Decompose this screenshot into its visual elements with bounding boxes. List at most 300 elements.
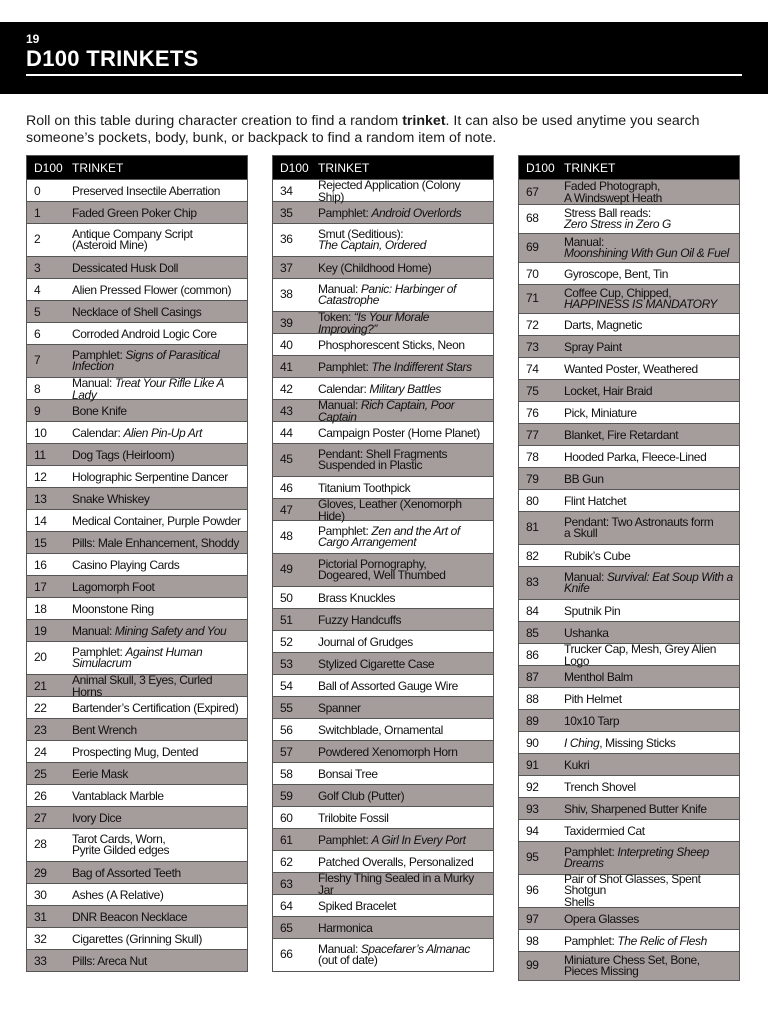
trinket-name (71, 471, 247, 483)
roll-number: 81 (526, 520, 539, 535)
trinket-prefix: Manual: (564, 569, 607, 584)
trinket-text: Golf Club (Putter) (318, 788, 405, 803)
table-row (519, 841, 739, 874)
page-header (0, 22, 768, 94)
table-header (27, 156, 247, 179)
trinket-text: Trench Shovel (564, 779, 636, 794)
trinket-name (317, 724, 493, 736)
table-row (519, 775, 739, 797)
table-row (273, 397, 493, 424)
trinket-name (563, 268, 739, 280)
roll-number: 2 (34, 232, 41, 247)
trinket-text: Medical Container, Purple Powder (72, 513, 241, 528)
table-row (519, 665, 739, 687)
trinket-text: Gloves, Leather (Xenomorph Hide) (318, 496, 462, 523)
trinket-name (317, 768, 493, 780)
roll-number: 11 (34, 447, 46, 462)
trinket-text: Bartender’s Certification (Expired) (72, 700, 239, 715)
trinket-name (563, 643, 739, 667)
roll-number: 44 (280, 425, 293, 440)
roll-number: 37 (280, 260, 293, 275)
table-row (273, 916, 493, 938)
trinket-name (563, 605, 739, 617)
trinket-title-italic: I Ching (564, 735, 600, 750)
table-row (27, 672, 247, 699)
roll-number: 98 (526, 933, 539, 948)
trinket-name (71, 405, 247, 417)
table-row (519, 511, 739, 544)
table-row (27, 223, 247, 256)
roll-number: 72 (526, 317, 539, 332)
table-row (273, 476, 493, 498)
trinket-text: Spanner (318, 700, 361, 715)
table-row (519, 445, 739, 467)
table-row (519, 284, 739, 313)
header-trinket: TRINKET (318, 160, 370, 175)
trinket-prefix: Calendar: (318, 381, 370, 396)
trinket-name (71, 889, 247, 901)
trinket-text: Pith Helmet (564, 691, 622, 706)
table-row (27, 256, 247, 278)
trinket-line: Coffee Cup, Chipped, (564, 285, 672, 300)
trinket-name (71, 724, 247, 736)
trinket-name (71, 185, 247, 197)
roll-number: 36 (280, 232, 293, 247)
table-row (27, 487, 247, 509)
trinket-prefix: Manual: (318, 281, 361, 296)
table-row (273, 894, 493, 916)
roll-number: 77 (526, 427, 539, 442)
roll-number: 17 (34, 579, 47, 594)
trinket-text: Spiked Bracelet (318, 898, 397, 913)
trinket-text: Powdered Xenomorph Horn (318, 744, 458, 759)
intro-text-end: . It can also be used anytime you search someone’s pockets, body, bunk, or backpack to find a random item of note. (26, 113, 700, 146)
trinket-name (563, 913, 739, 925)
roll-number: 63 (280, 876, 293, 891)
trinket-text: Harmonica (318, 920, 373, 935)
table-row (519, 709, 739, 731)
trinket-name (563, 871, 739, 909)
table-row (273, 696, 493, 718)
roll-number: 51 (280, 612, 293, 627)
roll-number: 41 (280, 359, 293, 374)
trinket-name (71, 427, 247, 439)
trinket-text: Snake Whiskey (72, 491, 150, 506)
table-row (273, 718, 493, 740)
roll-number: 75 (526, 383, 539, 398)
table-row (273, 256, 493, 278)
table-row (519, 262, 739, 284)
trinket-name (71, 284, 247, 296)
table-row (273, 870, 493, 897)
roll-number: 80 (526, 493, 539, 508)
table-row (519, 731, 739, 753)
trinket-text: Alien Pressed Flower (common) (72, 282, 232, 297)
roll-number: 22 (34, 700, 47, 715)
roll-number: 18 (34, 601, 47, 616)
trinket-text: Ivory Dice (72, 810, 122, 825)
trinket-text: Flint Hatchet (564, 493, 627, 508)
table-row (273, 223, 493, 256)
trinket-name (317, 856, 493, 868)
table-row (273, 553, 493, 586)
table-row (273, 784, 493, 806)
roll-number: 21 (34, 678, 47, 693)
trinket-line-italic: HAPPINESS IS MANDATORY (564, 297, 718, 311)
trinket-text: Campaign Poster (Home Planet) (318, 425, 480, 440)
table-row (519, 357, 739, 379)
trinket-name (71, 933, 247, 945)
trinket-line: Pieces Missing (564, 964, 639, 978)
table-row (273, 608, 493, 630)
trinket-text: Kukri (564, 757, 590, 772)
roll-number: 85 (526, 625, 539, 640)
trinket-name (317, 339, 493, 351)
trinket-line: a Skull (564, 526, 598, 540)
trinket-name (563, 935, 739, 947)
table-row (27, 718, 247, 740)
trinket-name (71, 867, 247, 879)
trinket-name (563, 803, 739, 815)
trinket-name (317, 523, 493, 549)
roll-number: 84 (526, 603, 539, 618)
roll-number: 48 (280, 529, 293, 544)
roll-number: 60 (280, 810, 293, 825)
table-row (273, 355, 493, 377)
trinket-name (71, 347, 247, 373)
table-row (519, 621, 739, 643)
trinket-title-italic: Alien Pin-Up Art (123, 425, 202, 440)
table-row (519, 423, 739, 445)
roll-number: 46 (280, 480, 293, 495)
table-row (27, 597, 247, 619)
trinket-line-italic: The Captain, Ordered (318, 238, 427, 252)
roll-number: 13 (34, 491, 47, 506)
roll-number: 83 (526, 575, 539, 590)
table-row (273, 674, 493, 696)
trinket-name (317, 636, 493, 648)
trinket-text: Trucker Cap, Mesh, Grey Alien Logo (564, 641, 717, 668)
trinket-text: Faded Green Poker Chip (72, 205, 197, 220)
table-row (273, 377, 493, 399)
header-d100: D100 (34, 160, 63, 175)
trinket-text: Locket, Hair Braid (564, 383, 653, 398)
roll-number: 30 (34, 887, 47, 902)
trinket-name (563, 495, 739, 507)
table-header (273, 156, 493, 179)
trinket-prefix: Token: (318, 309, 354, 324)
trinket-line: Shells (564, 894, 595, 909)
trinket-name (563, 550, 739, 562)
trinket-prefix: Pamphlet: (72, 347, 126, 362)
table-row (519, 379, 739, 401)
roll-number: 31 (34, 909, 47, 924)
roll-number: 79 (526, 471, 539, 486)
table-row (27, 399, 247, 421)
trinket-suffix: (out of date) (318, 953, 378, 967)
intro-keyword: trinket (402, 113, 446, 129)
trinket-text: Sputnik Pin (564, 603, 621, 618)
trinket-name (317, 446, 493, 472)
trinket-text: Corroded Android Logic Core (72, 326, 217, 341)
table-row (273, 309, 493, 336)
trinket-name (317, 900, 493, 912)
roll-number: 59 (280, 788, 293, 803)
table-row (519, 233, 739, 262)
trinket-name (317, 311, 493, 335)
trinket-line: Pendant: Two Astronauts form (564, 514, 714, 529)
trinket-text: Gyroscope, Bent, Tin (564, 266, 669, 281)
table-row (27, 465, 247, 487)
roll-number: 87 (526, 669, 539, 684)
roll-number: 89 (526, 713, 539, 728)
trinket-name (317, 262, 493, 274)
table-row (27, 531, 247, 553)
header-d100: D100 (280, 160, 309, 175)
trinket-text: Bone Knife (72, 403, 127, 418)
trinket-text: Dog Tags (Heirloom) (72, 447, 175, 462)
roll-number: 29 (34, 865, 47, 880)
trinket-text: Opera Glasses (564, 911, 639, 926)
table-row (27, 278, 247, 300)
table-row (27, 740, 247, 762)
trinket-name (563, 844, 739, 870)
table-row (519, 204, 739, 233)
table-row (27, 641, 247, 674)
header-trinket: TRINKET (564, 160, 616, 175)
table-header (519, 156, 739, 179)
trinket-line: Faded Photograph, (564, 179, 660, 193)
trinket-name (317, 702, 493, 714)
roll-number: 86 (526, 647, 539, 662)
table-row (519, 907, 739, 929)
trinket-text: Necklace of Shell Casings (72, 304, 202, 319)
trinket-line: Antique Company Script (72, 226, 193, 241)
roll-number: 95 (526, 850, 539, 865)
trinket-prefix: Pamphlet: (318, 359, 372, 374)
page-number: 19 (26, 32, 40, 46)
trinket-text: Bent Wrench (72, 722, 137, 737)
trinket-name (71, 674, 247, 698)
trinket-line: A Windswept Heath (564, 191, 662, 205)
table-row (273, 762, 493, 784)
trinket-name (317, 834, 493, 846)
roll-number: 27 (34, 810, 47, 825)
roll-number: 61 (280, 832, 293, 847)
trinket-text: Darts, Magnetic (564, 317, 643, 332)
trinket-prefix: Manual: (318, 397, 361, 412)
roll-number: 96 (526, 883, 539, 898)
intro-text-start: Roll on this table during character creation to find a random (26, 113, 403, 129)
table-row (273, 740, 493, 762)
trinket-text: Stylized Cigarette Case (318, 656, 435, 671)
table-row (273, 443, 493, 476)
trinket-name (71, 790, 247, 802)
trinket-text: Brass Knuckles (318, 590, 396, 605)
roll-number: 10 (34, 425, 47, 440)
table-row (273, 421, 493, 443)
roll-number: 64 (280, 898, 293, 913)
trinket-line: (Asteroid Mine) (72, 238, 148, 252)
trinket-name (71, 306, 247, 318)
trinket-text: Rubik’s Cube (564, 548, 631, 563)
trinket-name (317, 556, 493, 582)
trinket-line: Pyrite Gilded edges (72, 843, 170, 857)
trinket-name (71, 449, 247, 461)
table-row (519, 951, 739, 980)
table-row (273, 630, 493, 652)
intro-paragraph (26, 113, 746, 147)
trinket-name (71, 328, 247, 340)
roll-number: 54 (280, 678, 293, 693)
roll-number: 12 (34, 469, 47, 484)
roll-number: 82 (526, 548, 539, 563)
trinket-name (317, 941, 493, 967)
trinket-title-italic: Interpreting Sheep Dreams (564, 844, 709, 870)
trinket-text: Dessicated Husk Doll (72, 260, 179, 275)
trinket-line: Smut (Seditious): (318, 226, 404, 241)
trinket-text: Bag of Assorted Teeth (72, 865, 181, 880)
roll-number: 92 (526, 779, 539, 794)
trinket-title-italic: Mining Safety and You (114, 623, 227, 638)
roll-number: 5 (34, 304, 41, 319)
roll-number: 25 (34, 766, 47, 781)
trinket-name (317, 482, 493, 494)
trinket-name (71, 603, 247, 615)
trinket-name (71, 955, 247, 967)
roll-number: 76 (526, 405, 539, 420)
trinket-name (563, 781, 739, 793)
trinket-table-col-2 (272, 155, 494, 972)
trinket-name (563, 341, 739, 353)
trinket-text: Lagomorph Foot (72, 579, 155, 594)
trinket-name (563, 407, 739, 419)
table-row (519, 599, 739, 621)
trinket-name (563, 451, 739, 463)
trinket-name (317, 399, 493, 423)
table-row (27, 828, 247, 861)
trinket-text: Shiv, Sharpened Butter Knife (564, 801, 707, 816)
roll-number: 33 (34, 953, 47, 968)
trinket-text: Casino Playing Cards (72, 557, 180, 572)
trinket-prefix: Manual: (318, 941, 361, 956)
trinket-name (563, 285, 739, 311)
trinket-title-italic: Spacefarer’s Almanac (360, 941, 470, 956)
trinket-prefix: Pamphlet: (564, 933, 618, 948)
table-row (273, 652, 493, 674)
roll-number: 74 (526, 361, 539, 376)
trinket-line: Miniature Chess Set, Bone, (564, 952, 700, 967)
roll-number: 40 (280, 337, 293, 352)
trinket-text: Pills: Male Enhancement, Shoddy (72, 535, 240, 550)
roll-number: 56 (280, 722, 293, 737)
trinket-name (563, 385, 739, 397)
table-row (519, 467, 739, 489)
table-row (519, 929, 739, 951)
roll-number: 14 (34, 513, 47, 528)
table-row (27, 619, 247, 641)
roll-number: 91 (526, 757, 539, 772)
trinket-prefix: Calendar: (72, 425, 124, 440)
trinket-name (563, 473, 739, 485)
trinket-name (317, 746, 493, 758)
trinket-table-col-3 (518, 155, 740, 981)
trinket-prefix: Pamphlet: (72, 644, 126, 659)
roll-number: 78 (526, 449, 539, 464)
table-row (27, 806, 247, 828)
roll-number: 88 (526, 691, 539, 706)
table-row (273, 938, 493, 971)
roll-number: 52 (280, 634, 293, 649)
trinket-title-italic: Panic: Harbinger of Catastrophe (318, 281, 456, 307)
trinket-name (563, 759, 739, 771)
trinket-name (563, 180, 739, 204)
trinket-name (71, 377, 247, 401)
trinket-name (563, 693, 739, 705)
roll-number: 28 (34, 837, 47, 852)
roll-number: 9 (34, 403, 41, 418)
trinket-name (71, 207, 247, 219)
trinket-name (563, 429, 739, 441)
trinket-name (563, 363, 739, 375)
table-row (27, 949, 247, 971)
trinket-name (71, 812, 247, 824)
roll-number: 7 (34, 353, 41, 368)
trinket-prefix: Manual: (72, 375, 115, 390)
trinket-name (563, 825, 739, 837)
table-row (27, 375, 247, 402)
trinket-title-italic: “Is Your Morale Improving?” (318, 309, 430, 336)
table-row (27, 696, 247, 718)
trinket-table-col-1 (26, 155, 248, 972)
roll-number: 1 (34, 205, 41, 220)
table-row (27, 905, 247, 927)
table-row (27, 762, 247, 784)
trinket-text: Pills: Areca Nut (72, 953, 147, 968)
trinket-name (317, 226, 493, 252)
trinket-name (317, 790, 493, 802)
trinket-line: Dogeared, Well Thumbed (318, 568, 446, 582)
roll-number: 65 (280, 920, 293, 935)
trinket-text: Wanted Poster, Weathered (564, 361, 698, 376)
table-row (519, 819, 739, 841)
trinket-name (563, 671, 739, 683)
roll-number: 35 (280, 205, 293, 220)
trinket-text: Key (Childhood Home) (318, 260, 432, 275)
trinket-line: Pictorial Pornography, (318, 556, 427, 571)
trinket-name (71, 768, 247, 780)
trinket-name (71, 581, 247, 593)
trinket-text: BB Gun (564, 471, 604, 486)
trinket-title-italic: Survival: Eat Soup With a Knife (564, 569, 733, 595)
table-row (273, 520, 493, 553)
trinket-line: Suspended in Plastic (318, 458, 423, 472)
trinket-name (71, 911, 247, 923)
trinket-text: Trilobite Fossil (318, 810, 389, 825)
trinket-title-italic: Signs of Parasitical Infection (72, 347, 220, 373)
table-row (519, 335, 739, 357)
trinket-name (317, 361, 493, 373)
roll-number: 24 (34, 744, 47, 759)
trinket-name (71, 702, 247, 714)
trinket-name (563, 627, 739, 639)
trinket-text: Ball of Assorted Gauge Wire (318, 678, 458, 693)
trinket-prefix: Pamphlet: (318, 205, 372, 220)
roll-number: 70 (526, 266, 539, 281)
trinket-name (317, 383, 493, 395)
table-row (519, 544, 739, 566)
trinket-line: Tarot Cards, Worn, (72, 831, 166, 846)
